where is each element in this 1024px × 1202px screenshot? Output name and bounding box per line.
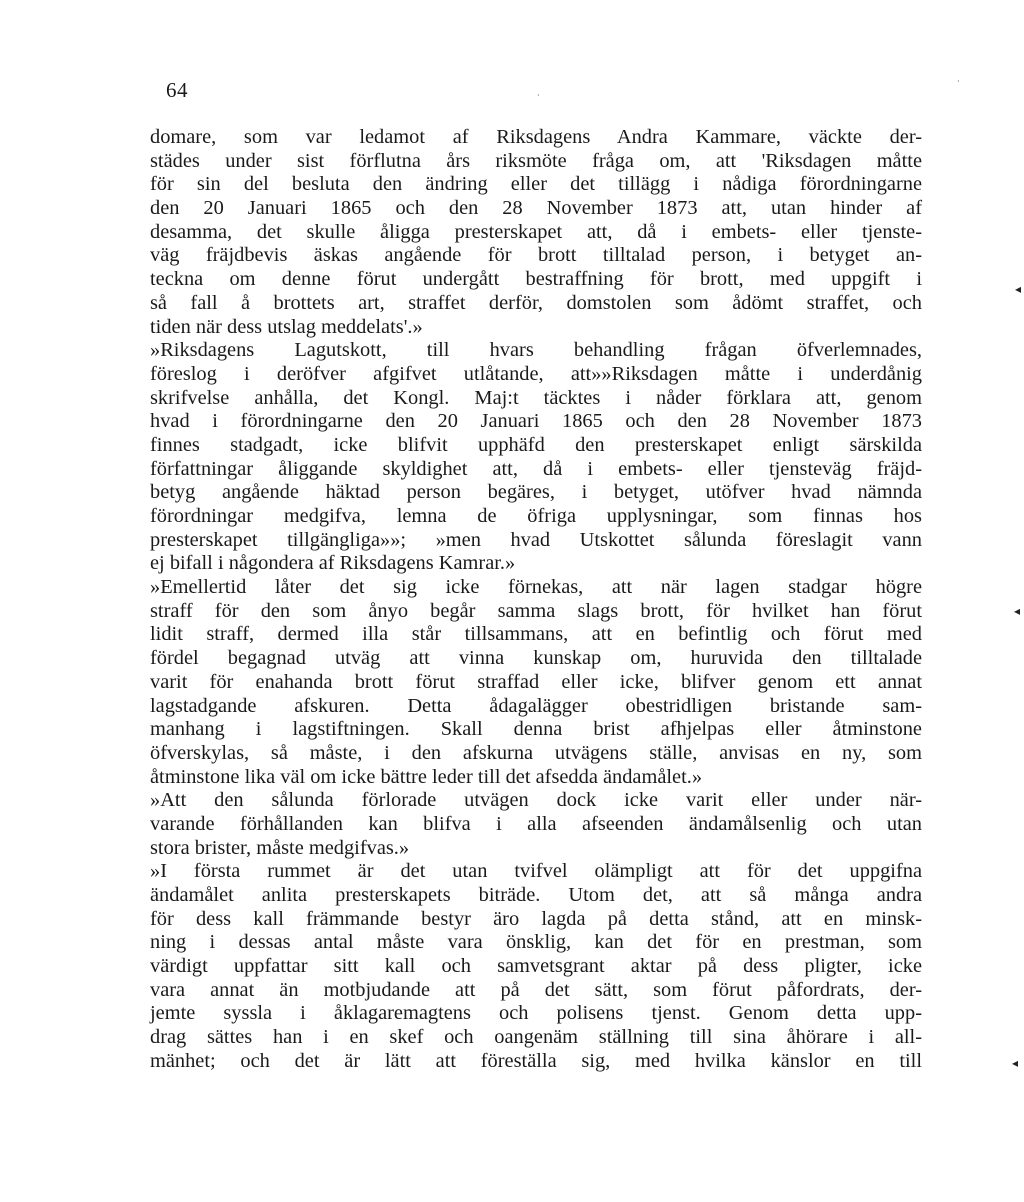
scan-speck: ◂ bbox=[1015, 282, 1022, 296]
text-line: »I första rummet är det utan tvifvel olämpligt att för det uppgifna bbox=[150, 860, 922, 883]
text-line: för sin del besluta den ändring eller det tillägg i nådiga förordningarne bbox=[150, 173, 922, 196]
text-line: den 20 Januari 1865 och den 28 November 1873 att, utan hinder af bbox=[150, 197, 922, 220]
text-line: åtminstone lika väl om icke bättre leder till det afsedda ändamålet.» bbox=[150, 765, 703, 788]
body-text bbox=[150, 126, 922, 1074]
text-line: tiden när dess utslag meddelats'.» bbox=[150, 315, 423, 338]
text-line: desamma, det skulle åligga presterskapet att, då i embets- eller tjenste- bbox=[150, 220, 922, 243]
text-line: betyg angående häktad person begäres, i betyget, utöfver hvad nämnda bbox=[150, 481, 922, 504]
text-line: vara annat än motbjudande att på det sätt, som förut påfordrats, der- bbox=[150, 978, 922, 1001]
scan-speck: ◂ bbox=[1012, 1056, 1019, 1070]
text-line: »Riksdagens Lagutskott, till hvars behandling frågan öfverlemnades, bbox=[150, 339, 922, 362]
text-line: ej bifall i någondera af Riksdagens Kamrar.» bbox=[150, 552, 516, 575]
scan-speck: · bbox=[957, 77, 960, 86]
text-line: straff för den som ånyo begår samma slags brott, för hvilket han förut bbox=[150, 599, 922, 622]
text-line: drag sättes han i en skef och oangenäm ställning till sina åhörare i all- bbox=[150, 1026, 922, 1049]
text-line: »Att den sålunda förlorade utvägen dock icke varit eller under när- bbox=[150, 789, 922, 812]
text-line: hvad i förordningarne den 20 Januari 1865 och den 28 November 1873 bbox=[150, 410, 922, 433]
text-line: varit för enahanda brott förut straffad eller icke, blifver genom ett annat bbox=[150, 670, 922, 693]
text-line: jemte syssla i åklagaremagtens och polisens tjenst. Genom detta upp- bbox=[150, 1002, 922, 1025]
text-line: fördel begagnad utväg att vinna kunskap om, huruvida den tilltalade bbox=[150, 647, 922, 670]
text-line: värdigt uppfattar sitt kall och samvetsgrant aktar på dess pligter, icke bbox=[150, 955, 922, 978]
text-line: »Emellertid låter det sig icke förnekas, att när lagen stadgar högre bbox=[150, 576, 922, 599]
scan-speck: · bbox=[537, 91, 540, 100]
text-line: lidit straff, dermed illa står tillsammans, att en befintlig och förut med bbox=[150, 623, 922, 646]
scan-speck: ◂ bbox=[1014, 604, 1021, 618]
text-line: skrifvelse anhålla, det Kongl. Maj:t täcktes i nåder förklara att, genom bbox=[150, 386, 922, 409]
text-line: finnes stadgadt, icke blifvit upphäfd den presterskapet enligt särskilda bbox=[150, 433, 922, 456]
text-line: stora brister, måste medgifvas.» bbox=[150, 836, 410, 859]
text-line: föreslog i deröfver afgifvet utlåtande, att»»Riksdagen måtte i underdånig bbox=[150, 362, 922, 385]
text-line: så fall å brottets art, straffet derför, domstolen som ådömt straffet, och bbox=[150, 291, 922, 314]
text-line: teckna om denne förut undergått bestraffning för brott, med uppgift i bbox=[150, 268, 922, 291]
text-line: förordningar medgifva, lemna de öfriga upplysningar, som finnas hos bbox=[150, 505, 922, 527]
text-line: för dess kall främmande bestyr äro lagda på detta stånd, att en minsk- bbox=[150, 907, 922, 930]
text-line: lagstadgande afskuren. Detta ådagalägger obestridligen bristande sam- bbox=[150, 694, 922, 717]
text-line: manhang i lagstiftningen. Skall denna brist afhjelpas eller åtminstone bbox=[150, 718, 922, 741]
text-line: väg fräjdbevis äskas angående för brott tilltalad person, i betyget an- bbox=[150, 244, 922, 267]
text-line: ändamålet anlita presterskapets biträde. Utom det, att så många andra bbox=[150, 884, 922, 906]
text-line: presterskapet tillgängliga»»; »men hvad Utskottet sålunda föreslagit vann bbox=[150, 528, 922, 551]
page-number: 64 bbox=[166, 78, 188, 102]
text-line: varande förhållanden kan blifva i alla afseenden ändamålsenlig och utan bbox=[150, 812, 922, 835]
text-line: domare, som var ledamot af Riksdagens Andra Kammare, väckte der- bbox=[150, 126, 922, 148]
text-line: författningar åliggande skyldighet att, då i embets- eller tjensteväg fräjd- bbox=[150, 457, 922, 480]
text-line: ning i dessas antal måste vara önsklig, kan det för en prestman, som bbox=[150, 931, 922, 954]
text-line: öfverskylas, så måste, i den afskurna utvägens ställe, anvisas en ny, som bbox=[150, 741, 922, 764]
text-line: städes under sist förflutna års riksmöte fråga om, att 'Riksdagen måtte bbox=[150, 149, 922, 172]
text-line: mänhet; och det är lätt att föreställa sig, med hvilka känslor en till bbox=[150, 1049, 922, 1072]
